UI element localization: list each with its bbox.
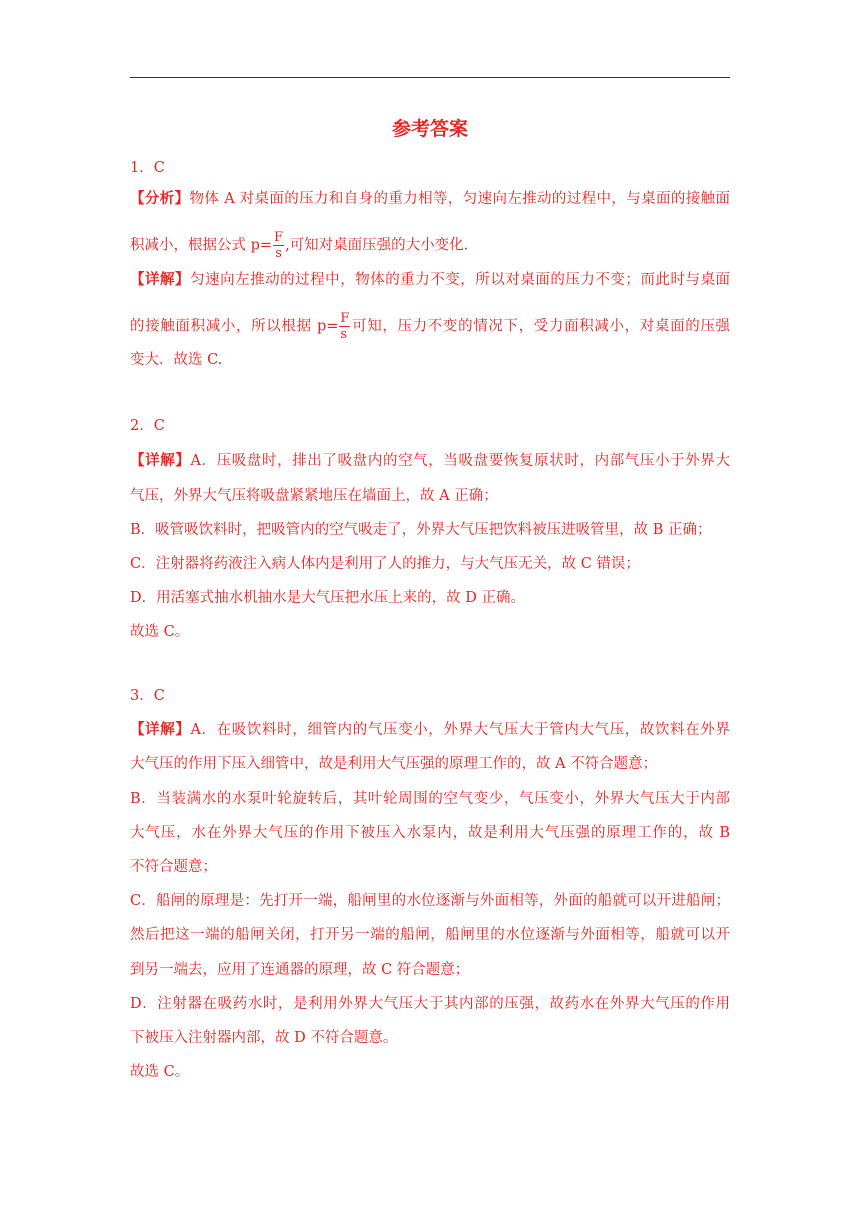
q3-line-4: 大气压，水在外界大气压的作用下被压入水泵内，故是利用大气压强的原理工作的，故 B xyxy=(130,825,730,841)
q2-line-5: D．用活塞式抽水机抽水是大气压把水压上来的，故 D 正确。 xyxy=(130,590,525,606)
q1-analysis-line-1: 【分析】物体 A 对桌面的压力和自身的重力相等，匀速向左推动的过程中，与桌面的接触面 xyxy=(130,191,731,207)
q3-line-3: B．当装满水的水泵叶轮旋转后，其叶轮周围的空气变少，气压变小，外界大气压大于内部 xyxy=(130,791,730,807)
q1-detail-line-3: 变大．故选 C. xyxy=(130,352,223,368)
q2-line-3: B．吸管吸饮料时，把吸管内的空气吸走了，外界大气压把饮料被压进吸管里，故 B 正确； xyxy=(130,522,712,538)
header-rule xyxy=(130,77,730,78)
q3-line-9: D．注射器在吸药水时，是利用外界大气压大于其内部的压强，故药水在外界大气压的作用 xyxy=(130,996,730,1012)
fraction-f-over-s: $\frac{F}{s}$ xyxy=(340,311,350,342)
q1-detail-line-1: 【详解】匀速向左推动的过程中，物体的重力不变，所以对桌面的压力不变；而此时与桌面 xyxy=(130,272,731,288)
q1-detail-line-2: 的接触面积减小，所以根据 p= $\frac{F}{s}$ 可知，压力不变的情况下，受力面积减小，对桌面的压强 xyxy=(130,311,731,342)
detail-tag: 【详解】 xyxy=(130,272,191,288)
q1-answer: 1．C xyxy=(130,160,165,176)
analysis-tag: 【分析】 xyxy=(130,191,190,207)
q3-answer: 3．C xyxy=(130,688,165,704)
fraction-f-over-s: $\frac{F}{s}$ xyxy=(274,230,284,261)
q3-line-7: 然后把这一端的船闸关闭，打开另一端的船闸，船闸里的水位逐渐与外面相等，船就可以开 xyxy=(130,927,730,943)
detail-tag: 【详解】 xyxy=(130,722,191,738)
q3-line-5: 不符合题意； xyxy=(130,859,217,875)
q2-line-6: 故选 C。 xyxy=(130,624,190,640)
q2-line-2: 气压，外界大气压将吸盘紧紧地压在墙面上，故 A 正确； xyxy=(130,488,498,504)
detail-tag: 【详解】 xyxy=(130,453,191,469)
q3-line-10: 下被压入注射器内部，故 D 不符合题意。 xyxy=(130,1030,398,1046)
q2-line-1: 【详解】A．压吸盘时，排出了吸盘内的空气，当吸盘要恢复原状时，内部气压小于外界大 xyxy=(130,453,731,469)
q3-line-1: 【详解】A．在吸饮料时，细管内的气压变小，外界大气压大于管内大气压，故饮料在外界 xyxy=(130,722,731,738)
page-title: 参考答案 xyxy=(391,118,468,140)
q3-line-8: 到另一端去，应用了连通器的原理，故 C 符合题意； xyxy=(130,962,470,978)
q2-answer: 2．C xyxy=(130,418,165,434)
q2-line-4: C．注射器将药液注入病人体内是利用了人的推力，与大气压无关，故 C 错误； xyxy=(130,556,640,572)
q1-analysis-line-2: 积减小，根据公式 p= $\frac{F}{s}$ ,可知对桌面压强的大小变化. xyxy=(130,230,469,261)
q3-line-11: 故选 C。 xyxy=(130,1064,190,1080)
q3-line-2: 大气压的作用下压入细管中，故是利用大气压强的原理工作的，故 A 不符合题意； xyxy=(130,756,658,772)
q3-line-6: C．船闸的原理是：先打开一端，船闸里的水位逐渐与外面相等，外面的船就可以开进船闸； xyxy=(130,893,730,909)
